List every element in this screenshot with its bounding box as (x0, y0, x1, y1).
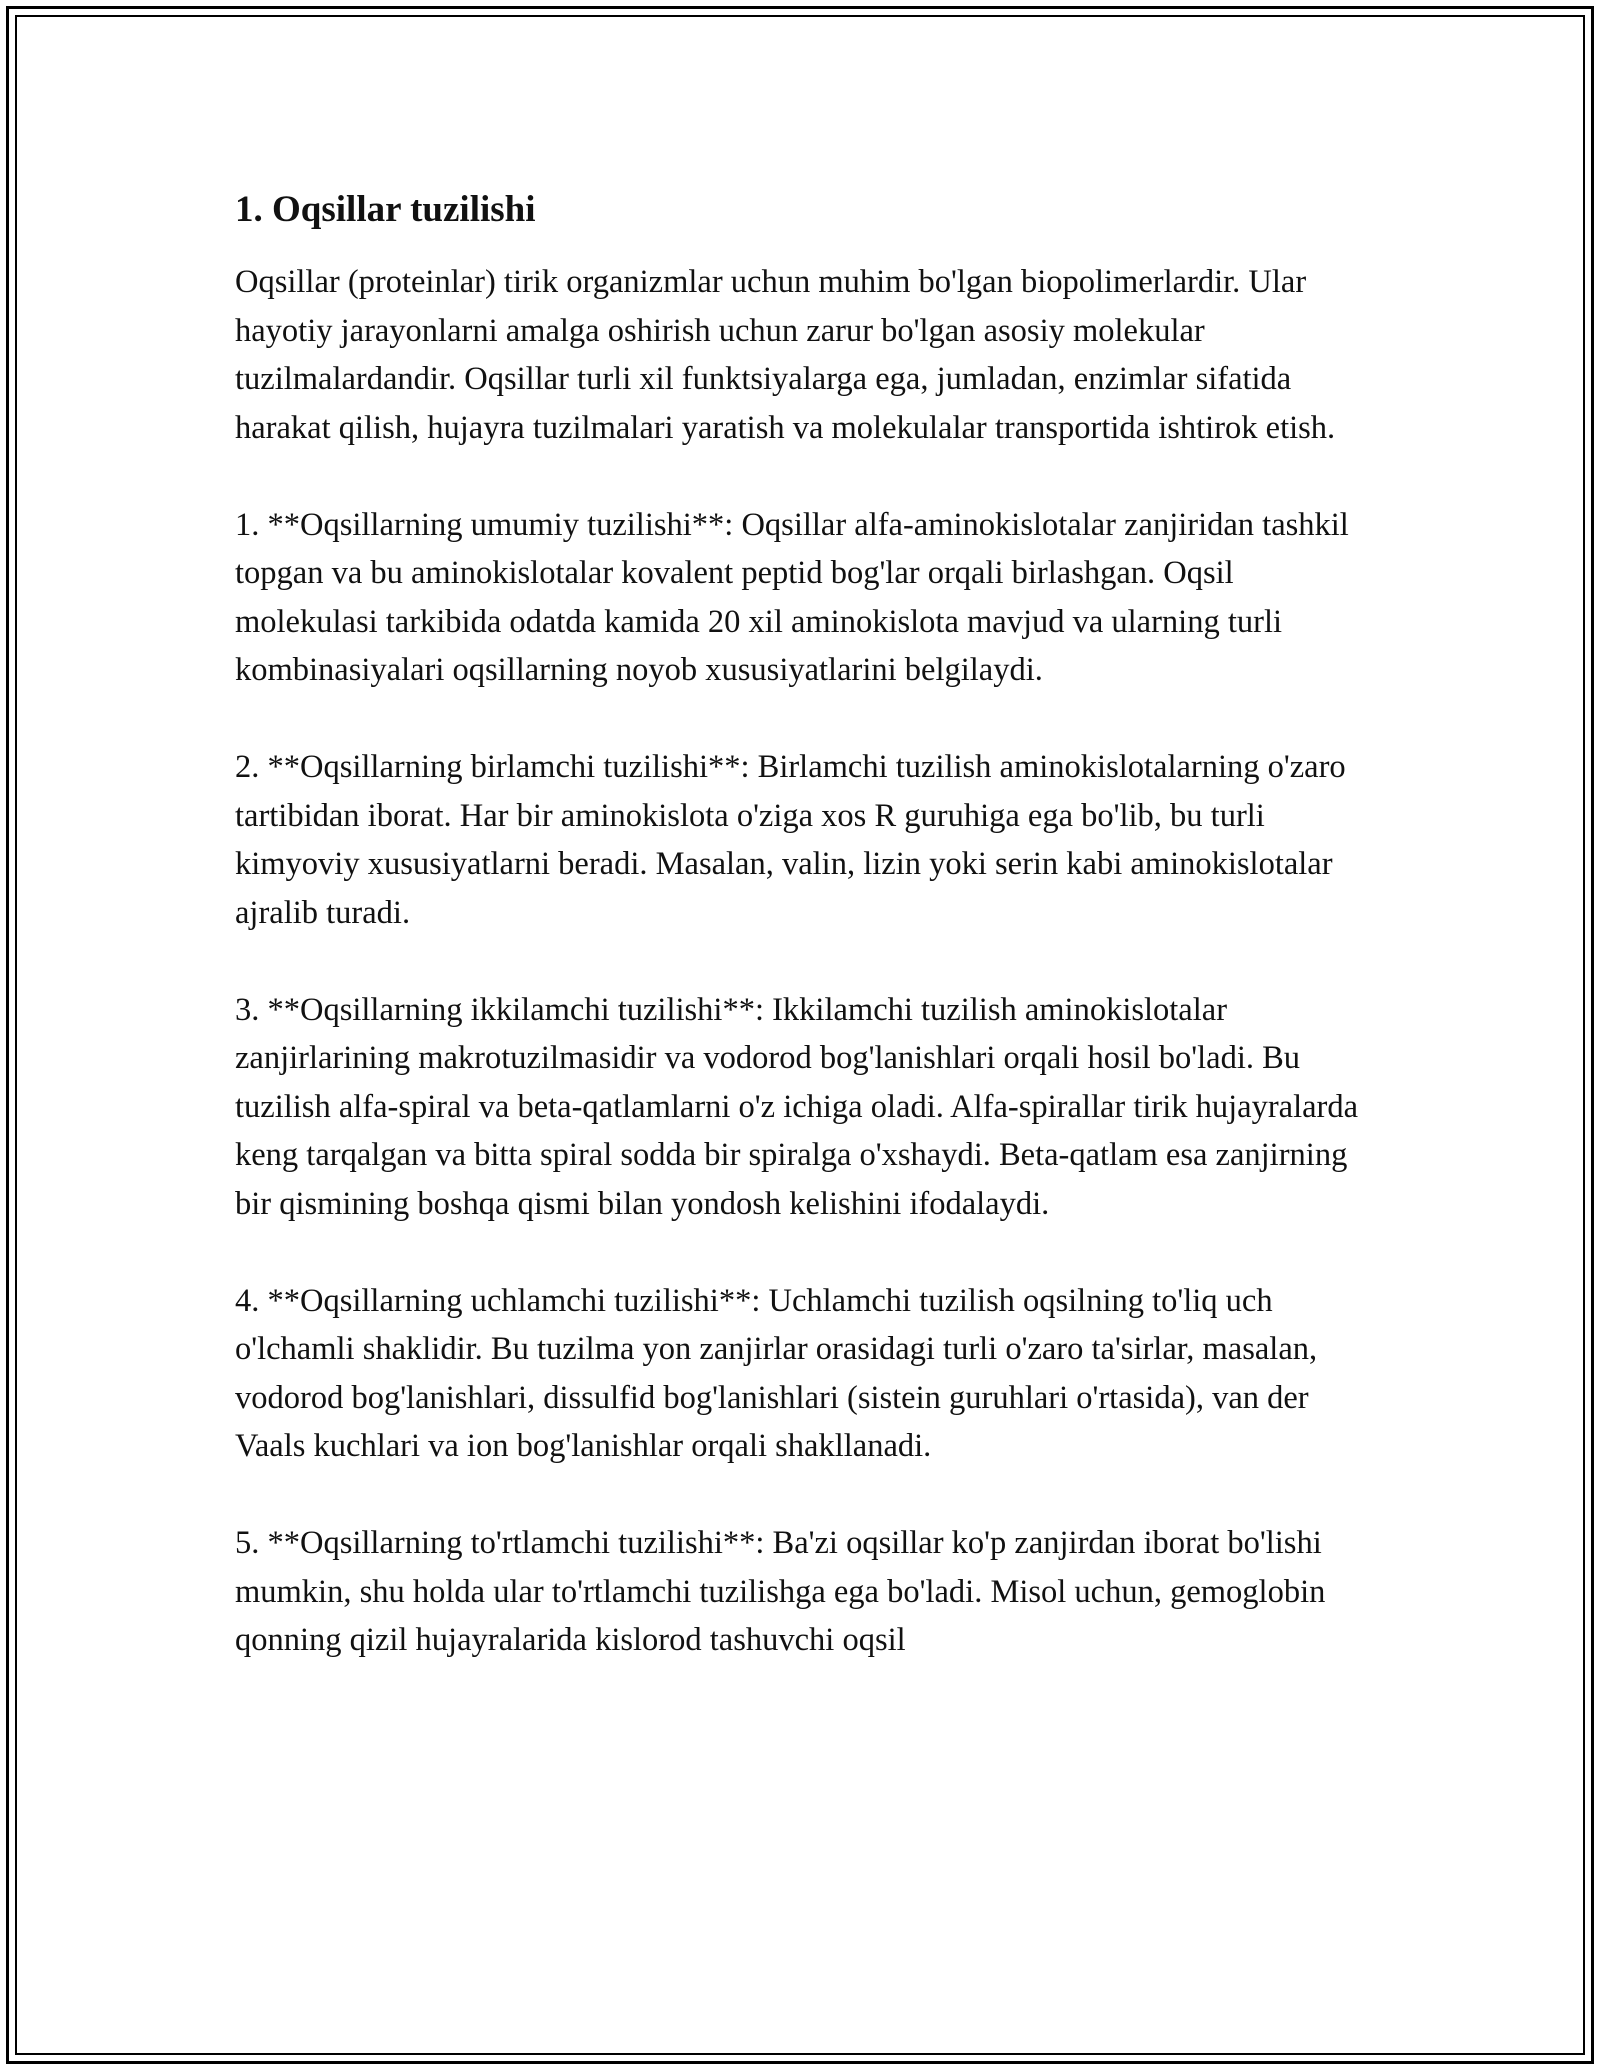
document-title: 1. Oqsillar tuzilishi (235, 189, 536, 230)
paragraph-tertiary-structure: 4. **Oqsillarning uchlamchi tuzilishi**: Uchlamchi tuzilish oqsilning to'liq uch o'lchamli shaklidir. Bu tuzilma yon zanjirlar orasidagi turli o'zaro ta'sirlar, masalan, vodorod bog'lanishlari, dissulfid bog'lanishlari (sistein guruhlari o'rtasida), van der Vaals kuchlari va ion bog'lanishlar orqali shakllanadi. (235, 1282, 1318, 1464)
paragraph-intro: Oqsillar (proteinlar) tirik organizmlar uchun muhim bo'lgan biopolimerlardir. Ular hayotiy jarayonlarni amalga oshirish uchun zarur bo'lgan asosiy molekular tuzilmalardandir. Oqsillar turli xil funktsiyalarga ega, jumladan, enzimlar sifatida harakat qilish, hujayra tuzilmalari yaratish va molekulalar transportida ishtirok etish. (235, 264, 1336, 446)
document-body (235, 186, 1365, 1665)
paragraph-quaternary-structure: 5. **Oqsillarning to'rtlamchi tuzilishi**: Ba'zi oqsillar ko'p zanjirdan iborat bo'lishi mumkin, shu holda ular to'rtlamchi tuzilishga ega bo'ladi. Misol uchun, gemoglobin qonning qizil hujayralarida kislorod tashuvchi oqsil (235, 1525, 1326, 1658)
paragraph-primary-structure: 2. **Oqsillarning birlamchi tuzilishi**: Birlamchi tuzilish aminokislotalarning o'zaro tartibidan iborat. Har bir aminokislota o'ziga xos R guruhiga ega bo'lib, bu turli kimyoviy xususiyatlarni beradi. Masalan, valin, lizin yoki serin kabi aminokislotalar ajralib turadi. (235, 749, 1346, 931)
paragraph-secondary-structure: 3. **Oqsillarning ikkilamchi tuzilishi**: Ikkilamchi tuzilish aminokislotalar zanjirlarining makrotuzilmasidir va vodorod bog'lanishlari orqali hosil bo'ladi. Bu tuzilish alfa-spiral va beta-qatlamlarni o'z ichiga oladi. Alfa-spirallar tirik hujayralarda keng tarqalgan va bitta spiral sodda bir spiralga o'xshaydi. Beta-qatlam esa zanjirning bir qismining boshqa qismi bilan yondosh kelishini ifodalaydi. (235, 991, 1359, 1222)
paragraph-general-structure: 1. **Oqsillarning umumiy tuzilishi**: Oqsillar alfa-aminokislotalar zanjiridan tashkil topgan va bu aminokislotalar kovalent peptid bog'lar orqali birlashgan. Oqsil molekulasi tarkibida odatda kamida 20 xil aminokislota mavjud va ularning turli kombinasiyalari oqsillarning noyob xususiyatlarini belgilaydi. (235, 506, 1349, 688)
